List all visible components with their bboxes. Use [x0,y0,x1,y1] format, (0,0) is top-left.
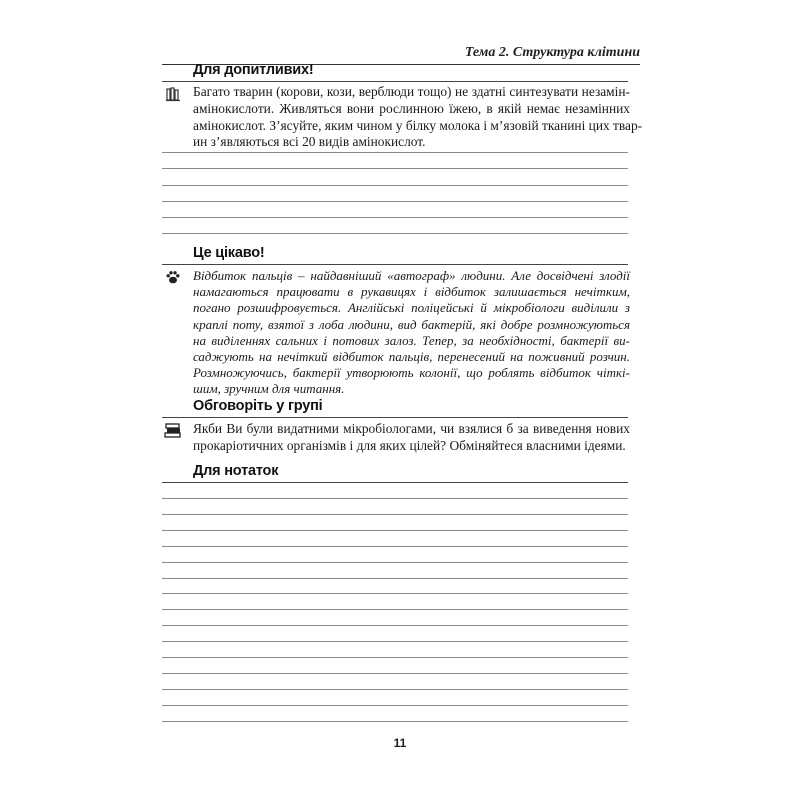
section-title-notes: Для нотаток [193,463,279,479]
answer-line[interactable] [162,152,628,153]
answer-line[interactable] [162,217,628,218]
text-line: ин з’являються всі 20 видів амінокислот. [193,134,426,150]
paw-icon [163,267,183,287]
text-line: шим, зручним для читання. [193,381,345,397]
note-line[interactable] [162,593,628,594]
section-rule-notes [162,482,628,483]
note-line[interactable] [162,705,628,706]
note-line[interactable] [162,625,628,626]
section-title-curious: Для допитливих! [193,62,314,78]
text-line: намагаються працювати в рукавицях і відбиток залишається нечітким, [193,284,630,300]
books-icon [163,84,183,104]
note-line[interactable] [162,498,628,499]
text-line: Багато тварин (корови, кози, верблюди тощо) не здатні синтезувати незамін- [193,84,630,99]
text-line: Відбиток пальців – найдавніший «автограф» людини. Але досвідчені злодії [193,268,630,283]
text-line: амінокислоти. Живляться вони рослинною їжею, в якій немає незамінних [193,100,630,116]
section-title-discuss: Обговоріть у групі [193,398,323,414]
section-rule-curious [162,81,628,82]
text-line: амінокислот. З’ясуйте, яким чином у білку молока і м’язовій тканині цих твар- [193,117,643,133]
text-line: погано розшифровується. Англійські поліцейські й мікробіологи виділили з [193,300,630,316]
text-line: краплі поту, взятої з лоба людини, вид бактерій, які добре розмножуються [193,316,630,332]
stacked-books-icon [163,421,183,441]
note-line[interactable] [162,578,628,579]
note-line[interactable] [162,546,628,547]
answer-line[interactable] [162,233,628,234]
answer-line[interactable] [162,168,628,169]
text-line: прокаріотичних організмів і для яких цілей? Обміняйтеся власними ідеями. [193,437,626,453]
note-line[interactable] [162,721,628,722]
note-line[interactable] [162,689,628,690]
note-line[interactable] [162,609,628,610]
section-rule-discuss [162,417,628,418]
text-line: саджують на нечіткий відбиток пальців, перенесений на поживний розчин. [193,349,630,365]
section-title-interesting: Це цікаво! [193,245,265,261]
page-number: 11 [393,736,407,750]
running-head: Тема 2. Структура клітини [464,45,640,60]
text-line: Якби Ви були видатними мікробіологами, чи взялися б за виведення нових [193,421,630,436]
interesting-paragraph [193,268,630,398]
note-line[interactable] [162,673,628,674]
discuss-paragraph [193,421,630,455]
text-line: на виділеннях сальних і потових залоз. Тепер, за необхідності, бактерії ви- [193,332,630,348]
note-line[interactable] [162,514,628,515]
note-line[interactable] [162,641,628,642]
text-line: Розмножуючись, бактерії утворюють колонії, що роблять відбиток чіткі- [193,365,630,381]
curious-paragraph [193,84,643,151]
note-line[interactable] [162,530,628,531]
note-line[interactable] [162,562,628,563]
answer-line[interactable] [162,201,628,202]
answer-line[interactable] [162,185,628,186]
section-rule-interesting [162,264,628,265]
note-line[interactable] [162,657,628,658]
